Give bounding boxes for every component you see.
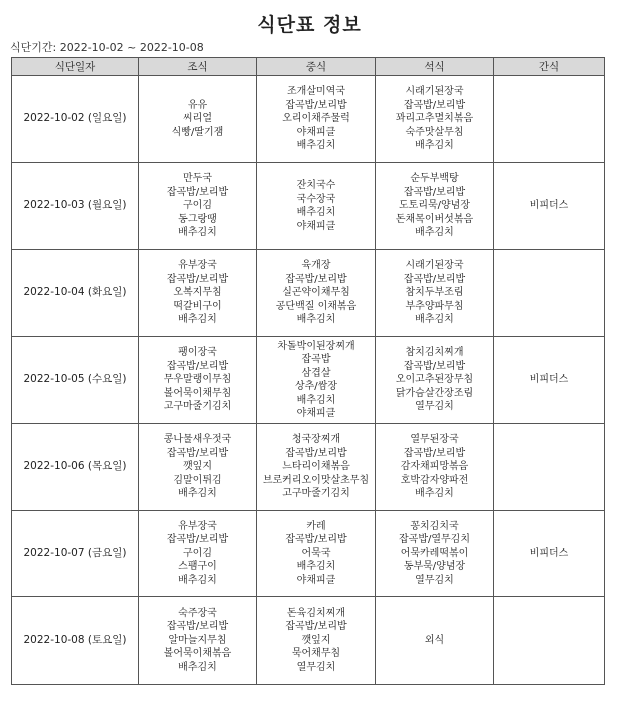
table-row xyxy=(12,597,605,685)
menu-item: 잡곡밥/보리밥 xyxy=(166,273,229,285)
dinner-cell xyxy=(376,511,494,597)
menu-item: 알마늘지무침 xyxy=(168,634,227,646)
date-cell: 2022-10-04 (화요일) xyxy=(12,250,139,337)
header-date: 식단일자 xyxy=(12,58,139,76)
menu-item: 구이김 xyxy=(183,200,212,212)
menu-item: 실곤약이채무침 xyxy=(282,287,350,299)
menu-item: 야채피클 xyxy=(296,126,336,138)
menu-item: 잡곡밥/보리밥 xyxy=(285,621,347,633)
date-cell: 2022-10-07 (금요일) xyxy=(12,511,139,597)
menu-item: 유부장국 xyxy=(178,260,217,272)
menu-item: 무우말랭이무침 xyxy=(163,374,232,386)
menu-item: 부추양파무침 xyxy=(405,300,464,312)
meal-table-body xyxy=(12,76,605,685)
menu-item: 순두부백탕 xyxy=(410,173,459,185)
menu-item: 잡곡밥/보리밥 xyxy=(166,360,229,372)
menu-item: 잔치국수 xyxy=(296,180,336,191)
menu-item: 돈채목이버섯볶음 xyxy=(395,213,474,225)
menu-item: 카레 xyxy=(306,520,326,532)
meal-period: 식단기간: 2022-10-02 ~ 2022-10-08 xyxy=(10,41,204,54)
menu-item: 조개살미역국 xyxy=(287,86,345,98)
header-snack: 간식 xyxy=(494,58,605,76)
menu-item: 시래기된장국 xyxy=(405,86,464,98)
menu-item: 배추김치 xyxy=(296,140,336,152)
menu-item: 브로커리오이맛살초무침 xyxy=(262,474,370,486)
lunch-cell xyxy=(257,424,376,511)
snack-cell xyxy=(494,424,605,511)
menu-item: 김말이튀김 xyxy=(173,474,222,486)
menu-item: 느타리이채볶음 xyxy=(282,461,350,473)
menu-item: 도토리묵/양념장 xyxy=(399,200,470,212)
menu-item: 꽁치김치국 xyxy=(410,520,459,532)
menu-item: 어묵카레떡볶이 xyxy=(400,547,469,559)
menu-item: 배추김치 xyxy=(178,314,217,326)
lunch-cell xyxy=(257,250,376,337)
menu-item: 배추김치 xyxy=(415,140,454,152)
snack-cell xyxy=(494,511,605,597)
breakfast-cell xyxy=(139,511,257,597)
menu-item: 동부묵/양념장 xyxy=(403,561,466,573)
menu-item: 잡곡밥/열무김치 xyxy=(399,534,470,546)
menu-item: 오리이채주물럭 xyxy=(282,113,350,125)
menu-item: 잡곡밥/보리밥 xyxy=(285,273,347,285)
menu-item: 야채피클 xyxy=(296,574,336,586)
breakfast-cell xyxy=(139,163,257,250)
menu-item: 숙주맛살무침 xyxy=(405,126,464,138)
menu-item: 잡곡밥/보리밥 xyxy=(166,621,229,633)
menu-item: 배추김치 xyxy=(178,488,217,500)
menu-item: 잡곡밥/보리밥 xyxy=(285,99,347,111)
menu-item: 공단백질 이채볶음 xyxy=(275,300,357,312)
menu-item: 만두국 xyxy=(183,173,212,185)
table-row xyxy=(12,511,605,597)
menu-item: 배추김치 xyxy=(296,561,336,573)
menu-item: 배추김치 xyxy=(415,314,454,326)
menu-item: 깻잎지 xyxy=(301,634,331,646)
menu-item: 열무된장국 xyxy=(410,434,459,446)
menu-item: 열무김치 xyxy=(296,661,336,673)
menu-item: 참치두부조림 xyxy=(405,287,464,299)
lunch-cell xyxy=(257,76,376,163)
menu-item: 팽이장국 xyxy=(178,347,217,359)
menu-item: 고구마줄기김치 xyxy=(163,401,232,413)
menu-item: 동그랑땡 xyxy=(178,213,217,225)
dinner-cell xyxy=(376,424,494,511)
breakfast-cell xyxy=(139,76,257,163)
menu-item: 열무김치 xyxy=(415,574,454,586)
date-cell: 2022-10-08 (토요일) xyxy=(12,597,139,685)
dinner-cell xyxy=(376,76,494,163)
menu-item: 유부장국 xyxy=(178,520,217,532)
menu-item: 꽈리고추멸치볶음 xyxy=(395,113,474,125)
menu-item: 닭가슴살간장조림 xyxy=(395,387,474,399)
breakfast-cell xyxy=(139,337,257,424)
menu-item: 잡곡밥/보리밥 xyxy=(166,534,229,546)
menu-item: 참치김치찌개 xyxy=(405,347,464,359)
lunch-cell xyxy=(257,511,376,597)
menu-item: 삼겹살 xyxy=(301,367,331,379)
menu-item: 야채피클 xyxy=(296,220,336,232)
table-row xyxy=(12,337,605,424)
date-cell: 2022-10-05 (수요일) xyxy=(12,337,139,424)
menu-item: 배추김치 xyxy=(415,227,454,239)
snack-cell xyxy=(494,250,605,337)
breakfast-cell xyxy=(139,250,257,337)
menu-item: 잡곡밥/보리밥 xyxy=(166,447,229,459)
menu-item: 볼어묵이채볶음 xyxy=(163,648,232,660)
menu-item: 열무김치 xyxy=(415,401,454,413)
menu-item: 비피더스 xyxy=(529,200,569,212)
page-title: 식단표 정보 xyxy=(257,14,362,36)
menu-item: 야채피클 xyxy=(296,408,336,419)
menu-item: 잡곡밥/보리밥 xyxy=(285,534,347,546)
breakfast-cell xyxy=(139,597,257,685)
header-dinner: 석식 xyxy=(376,58,494,76)
menu-item: 잡곡밥/보리밥 xyxy=(403,186,466,198)
menu-item: 배추김치 xyxy=(178,574,217,586)
menu-item: 배추김치 xyxy=(296,394,336,406)
lunch-cell xyxy=(257,337,376,424)
menu-item: 잡곡밥/보리밥 xyxy=(403,447,466,459)
menu-item: 차돌박이된장찌개 xyxy=(277,340,355,352)
menu-item: 청국장찌개 xyxy=(291,434,341,446)
header-breakfast: 조식 xyxy=(139,58,257,76)
lunch-cell xyxy=(257,597,376,685)
menu-item: 육개장 xyxy=(301,260,331,272)
dinner-cell xyxy=(376,250,494,337)
menu-item: 묵어채무침 xyxy=(291,648,341,660)
table-header-row xyxy=(12,58,605,76)
menu-item: 식빵/딸기잼 xyxy=(171,126,224,138)
date-cell: 2022-10-03 (월요일) xyxy=(12,163,139,250)
table-row xyxy=(12,163,605,250)
menu-item: 돈육김치찌개 xyxy=(287,607,345,619)
table-row xyxy=(12,250,605,337)
menu-item: 씨리얼 xyxy=(183,113,212,125)
date-cell: 2022-10-02 (일요일) xyxy=(12,76,139,163)
menu-item: 어묵국 xyxy=(301,547,331,559)
menu-item: 떡갈비구이 xyxy=(173,300,222,312)
menu-item: 호박감자양파전 xyxy=(400,474,469,486)
breakfast-cell xyxy=(139,424,257,511)
menu-item: 유유 xyxy=(187,99,208,111)
snack-cell xyxy=(494,597,605,685)
snack-cell xyxy=(494,76,605,163)
menu-item: 감자채피망볶음 xyxy=(400,461,469,473)
menu-item: 숙주장국 xyxy=(178,607,217,619)
snack-cell xyxy=(494,337,605,424)
dinner-cell xyxy=(376,163,494,250)
table-row xyxy=(12,424,605,511)
menu-item: 잡곡밥/보리밥 xyxy=(403,360,466,372)
header-lunch: 중식 xyxy=(257,58,376,76)
menu-item: 잡곡밥 xyxy=(301,354,331,365)
snack-cell xyxy=(494,163,605,250)
menu-item: 배추김치 xyxy=(178,661,217,673)
menu-item: 배추김치 xyxy=(415,488,454,500)
menu-item: 잡곡밥/보리밥 xyxy=(166,186,229,198)
table-row xyxy=(12,76,605,163)
menu-item: 상추/쌈장 xyxy=(294,381,337,392)
menu-item: 국수장국 xyxy=(296,193,336,205)
menu-item: 깻잎지 xyxy=(183,461,212,473)
dinner-cell xyxy=(376,337,494,424)
menu-item: 고구마줄기김치 xyxy=(282,488,350,500)
menu-item: 콩나물새우젓국 xyxy=(163,434,232,446)
date-cell: 2022-10-06 (목요일) xyxy=(12,424,139,511)
menu-item: 배추김치 xyxy=(296,314,336,326)
menu-item: 배추김치 xyxy=(178,227,217,239)
menu-item: 배추김치 xyxy=(296,207,336,218)
menu-item: 오이고추된장무침 xyxy=(395,374,474,386)
menu-item: 시래기된장국 xyxy=(405,260,464,272)
menu-item: 오복지무침 xyxy=(173,287,222,299)
menu-item: 스팸구이 xyxy=(178,561,217,573)
menu-item: 비피더스 xyxy=(529,547,569,559)
dinner-cell xyxy=(376,597,494,685)
menu-item: 잡곡밥/보리밥 xyxy=(403,99,466,111)
menu-item: 비피더스 xyxy=(529,374,569,386)
menu-item: 볼어묵이채무침 xyxy=(163,387,232,399)
meal-table xyxy=(11,57,605,685)
menu-item: 잡곡밥/보리밥 xyxy=(285,447,347,459)
menu-item: 잡곡밥/보리밥 xyxy=(403,273,466,285)
lunch-cell xyxy=(257,163,376,250)
menu-item: 외식 xyxy=(424,634,445,646)
menu-item: 구이김 xyxy=(183,547,212,559)
